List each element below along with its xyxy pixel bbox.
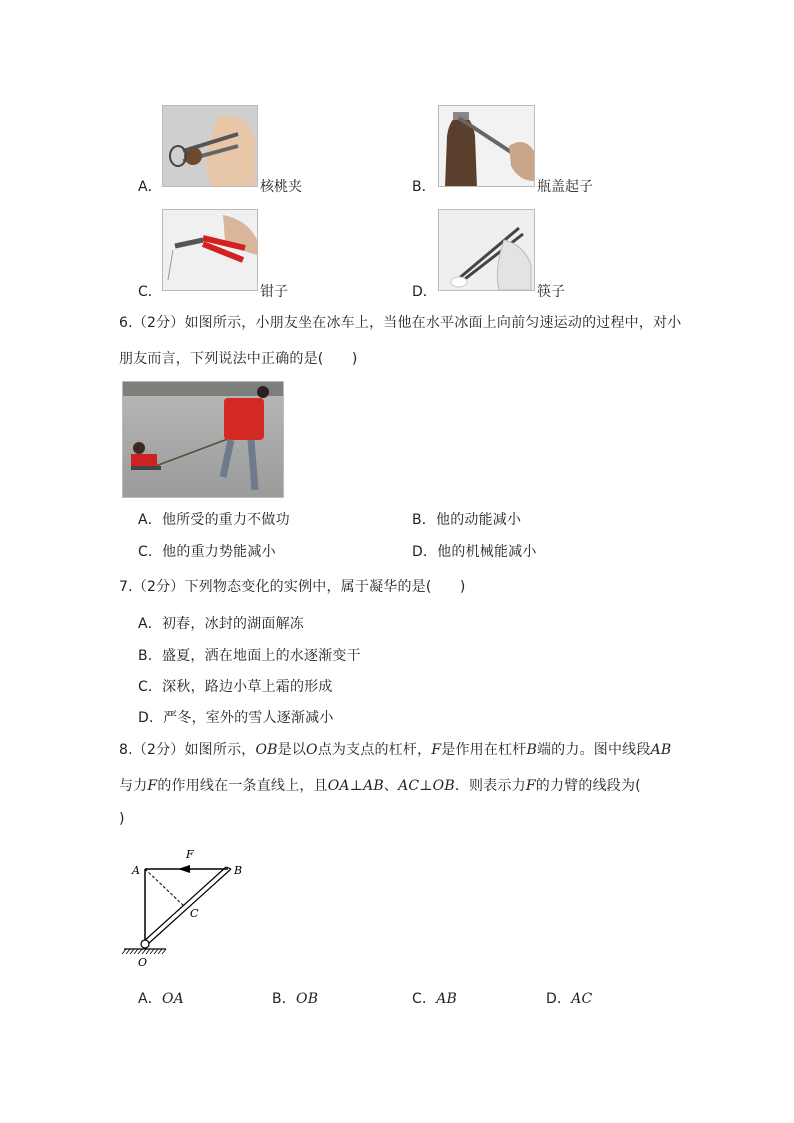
q5-option-a-label: 核桃夹 <box>260 179 302 195</box>
q7-option-c: C．深秋，路边小草上霜的形成 <box>138 679 333 695</box>
label-o: O <box>138 956 148 969</box>
q8-option-d: D．AC <box>546 991 593 1007</box>
q7-stem: 7.（2分）下列物态变化的实例中，属于凝华的是( ) <box>119 579 466 595</box>
q8-stem-line2: 与力F的作用线在一条直线上，且OA⊥AB、AC⊥OB．则表示力F的力臂的线段为( <box>119 778 641 794</box>
q5-option-b-label: 瓶盖起子 <box>537 179 593 195</box>
q6-option-a: A．他所受的重力不做功 <box>138 512 290 528</box>
q7-option-b: B．盛夏，洒在地面上的水逐渐变干 <box>138 648 361 664</box>
q5-option-c-letter: C． <box>138 284 162 300</box>
q6-option-b: B．他的动能减小 <box>412 512 522 528</box>
q6-option-d: D．他的机械能减小 <box>412 544 537 560</box>
label-b: B <box>234 864 243 877</box>
pliers-photo <box>162 209 258 291</box>
q5-option-a-letter: A． <box>138 179 162 195</box>
walnut-cracker-photo <box>162 105 258 187</box>
q5-option-d-label: 筷子 <box>537 284 565 300</box>
q5-option-c-label: 钳子 <box>260 284 288 300</box>
label-a: A <box>132 864 140 877</box>
chopsticks-photo <box>438 209 535 291</box>
q5-option-b-letter: B． <box>412 179 436 195</box>
lever-ob <box>143 867 226 942</box>
q6-stem-line2: 朋友而言，下列说法中正确的是( ) <box>119 351 358 367</box>
label-f: F <box>186 848 194 861</box>
segment-ac <box>145 869 185 907</box>
pivot <box>141 940 149 948</box>
q8-option-b: B．OB <box>272 991 319 1007</box>
lever-diagram <box>118 845 258 975</box>
q8-stem-line1: 8.（2分）如图所示，OB是以O点为支点的杠杆，F是作用在杠杆B端的力。图中线段AB <box>119 742 672 758</box>
q5-option-d-letter: D． <box>412 284 437 300</box>
sled-photo <box>122 381 284 498</box>
q6-stem-line1: 6.（2分）如图所示，小朋友坐在冰车上，当他在水平冰面上向前匀速运动的过程中，对小 <box>119 315 682 331</box>
force-arrow <box>178 865 190 873</box>
label-c: C <box>190 907 199 920</box>
ground-hatch <box>122 949 166 954</box>
q7-option-d: D．严冬，室外的雪人逐渐减小 <box>138 710 334 726</box>
q6-option-c: C．他的重力势能减小 <box>138 544 276 560</box>
bottle-opener-photo <box>438 105 535 187</box>
q8-option-a: A．OA <box>138 991 184 1007</box>
q8-stem-line3: ) <box>119 811 125 827</box>
q7-option-a: A．初春，冰封的湖面解冻 <box>138 616 304 632</box>
q8-option-c: C．AB <box>412 991 457 1007</box>
